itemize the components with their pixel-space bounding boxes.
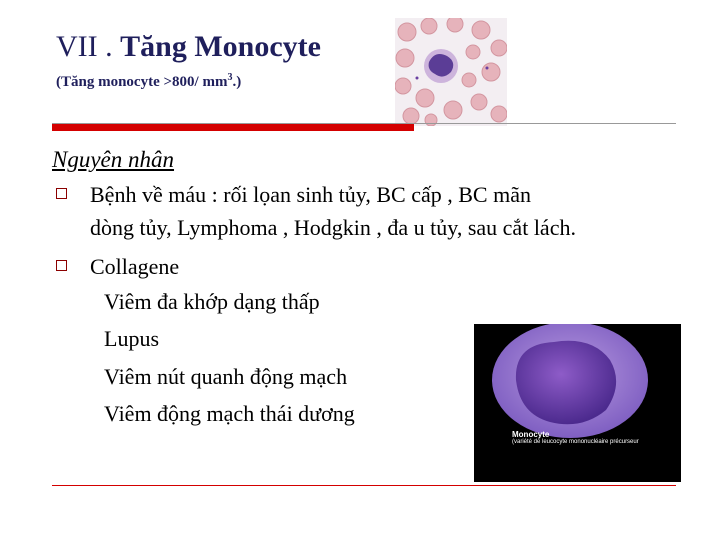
blood-smear-drawing	[395, 18, 507, 126]
monocyte-image	[474, 324, 681, 482]
subtitle-text: (Tăng monocyte >800/ mm	[56, 74, 228, 90]
square-bullet-icon	[56, 260, 67, 271]
photo-caption	[512, 430, 639, 445]
slide-title	[56, 30, 321, 64]
sub-item: Viêm động mạch thái dương	[104, 401, 355, 426]
sub-item: Lupus	[104, 326, 159, 351]
monocyte-drawing	[474, 324, 681, 482]
square-bullet-icon	[56, 188, 67, 199]
red-accent-bar	[52, 124, 414, 131]
bullet-1-line-1: Bệnh về máu : rối lọan sinh tủy, BC cấp , BC mãn	[90, 182, 531, 207]
bottom-divider-line	[52, 485, 676, 486]
sub-item: Viêm nút quanh động mạch	[104, 364, 348, 389]
subtitle-end: .)	[232, 74, 242, 90]
blood-smear-image	[395, 18, 507, 126]
sub-item: Viêm đa khớp dạng thấp	[104, 289, 320, 314]
slide-subtitle	[56, 72, 241, 91]
title-text: Tăng Monocyte	[120, 30, 321, 63]
caption-title: Monocyte	[512, 430, 550, 439]
title-number: VII .	[56, 30, 113, 63]
subtitle-superscript: 3	[227, 72, 233, 83]
bullet-2-line-1: Collagene	[90, 254, 180, 279]
section-heading: Nguyên nhân	[52, 147, 175, 172]
caption-subtitle: (variété de leucocyte mononucléaire précurseur	[512, 439, 639, 445]
bullet-1-line-2: dòng tủy, Lymphoma , Hodgkin , đa u tủy, sau cắt lách.	[90, 215, 576, 240]
